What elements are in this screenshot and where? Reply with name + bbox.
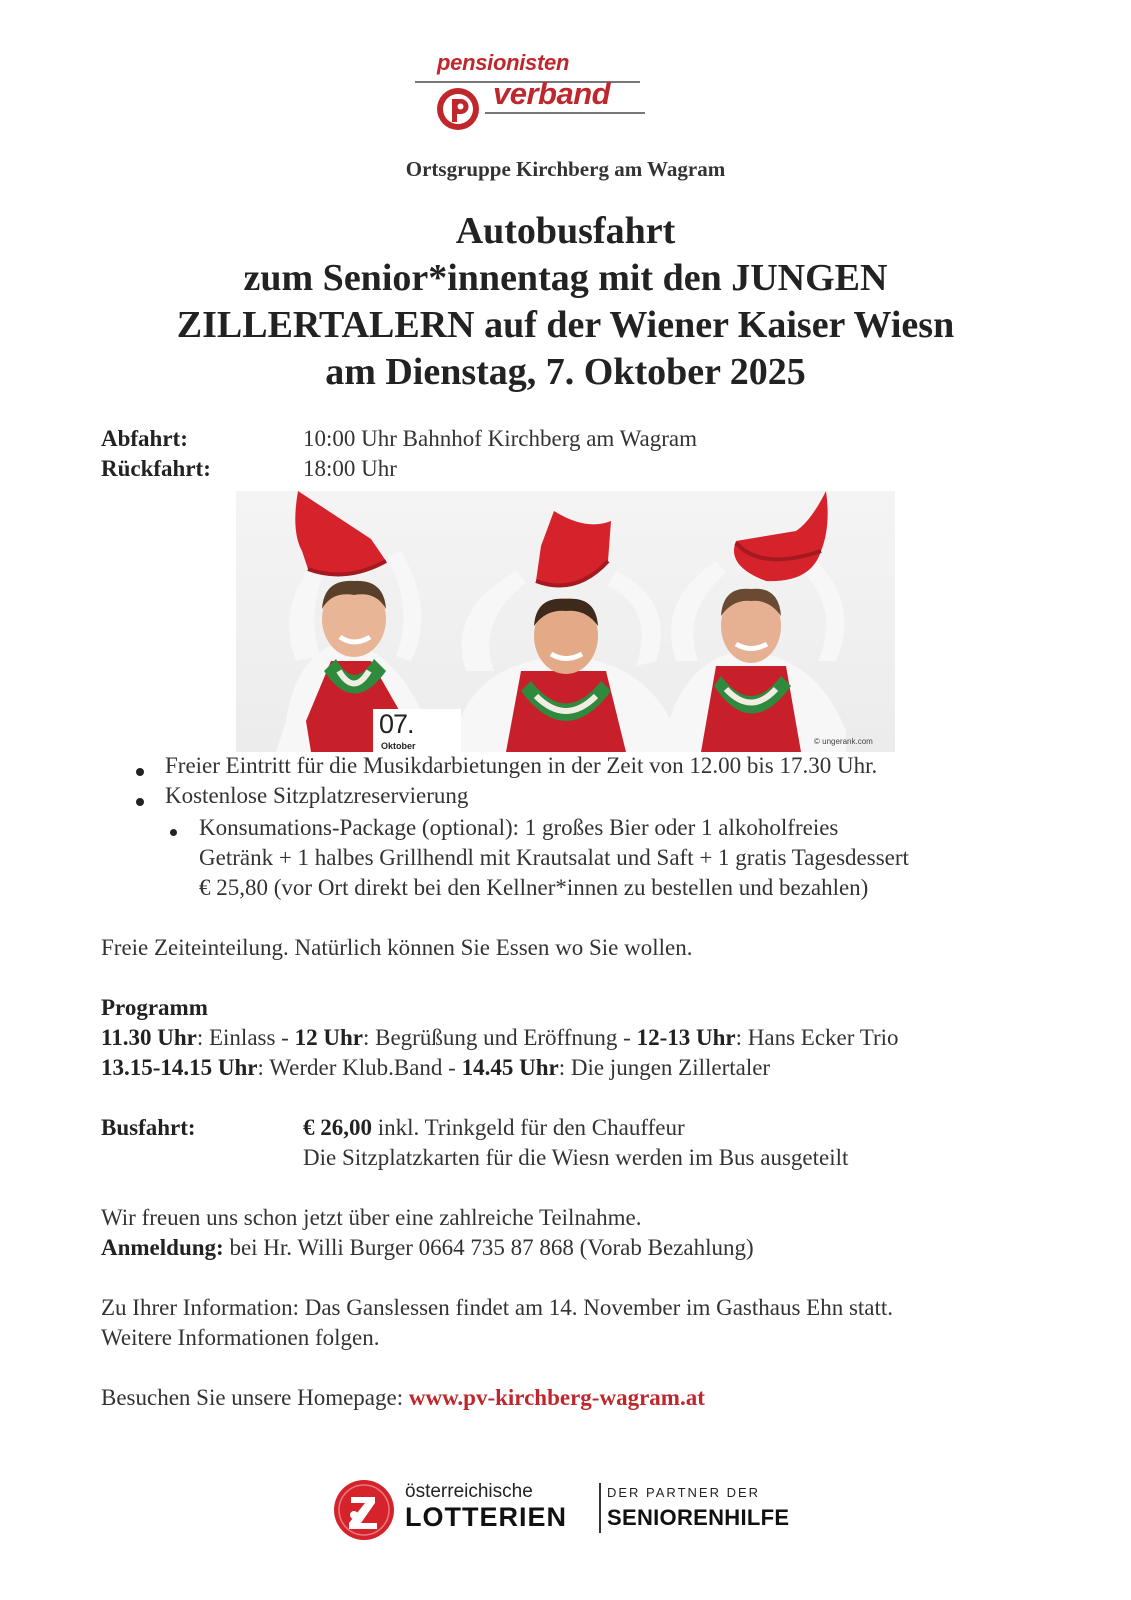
program-time: 14.45 Uhr <box>461 1055 559 1080</box>
logo-underline <box>485 112 645 114</box>
partner-text: DER PARTNER DER <box>607 1485 761 1500</box>
photo-credit: © ungerank.com <box>814 737 873 746</box>
program-line-1 <box>101 1025 899 1051</box>
bullet-dot <box>136 798 144 806</box>
program-event: : Werder Klub.Band - <box>257 1055 462 1080</box>
p-emblem-icon <box>435 86 481 132</box>
local-group-name: Ortsgruppe Kirchberg am Wagram <box>405 157 726 181</box>
title-line-3: ZILLERTALERN auf der Wiener Kaiser Wiesn <box>176 304 955 346</box>
program-heading: Programm <box>101 995 208 1020</box>
program-time: 11.30 Uhr <box>101 1025 197 1050</box>
bullet-dot <box>136 768 144 776</box>
package-line-2: Getränk + 1 halbes Grillhendl mit Krautsalat und Saft + 1 gratis Tagesdessert <box>199 845 909 870</box>
program-line-2 <box>101 1055 770 1081</box>
program-event: : Einlass - <box>196 1025 295 1050</box>
free-time-note: Freie Zeiteinteilung. Natürlich können Sie Essen wo Sie wollen. <box>101 935 693 960</box>
bus-seat-note: Die Sitzplatzkarten für die Wiesn werden im Bus ausgeteilt <box>303 1145 849 1170</box>
bus-label: Busfahrt: <box>101 1115 196 1140</box>
performer-middle <box>451 511 676 752</box>
bullet-seat-reservation: Kostenlose Sitzplatzreservierung <box>165 783 469 808</box>
info-line-1: Zu Ihrer Information: Das Ganslessen findet am 14. November im Gasthaus Ehn statt. <box>101 1295 894 1320</box>
lotterien-logo <box>333 1475 803 1545</box>
homepage-link[interactable]: www.pv-kirchberg-wagram.at <box>408 1385 705 1410</box>
date-badge-month: Oktober <box>381 741 416 751</box>
program-time: 13.15-14.15 Uhr <box>101 1055 258 1080</box>
program-event: : Hans Ecker Trio <box>735 1025 899 1050</box>
departure-label: Abfahrt: <box>101 426 188 451</box>
registration-label: Anmeldung: <box>101 1235 224 1260</box>
bus-price: € 26,00 <box>303 1115 372 1140</box>
lotterien-emblem-icon <box>333 1479 395 1541</box>
band-photo <box>236 491 895 752</box>
performer-right <box>661 491 846 752</box>
package-line-1: Konsumations-Package (optional): 1 großes Bier oder 1 alkoholfreies <box>199 815 839 840</box>
footer-divider <box>599 1483 601 1533</box>
title-line-2: zum Senior*innentag mit den JUNGEN <box>243 257 888 299</box>
program-event: : Die jungen Zillertaler <box>558 1055 771 1080</box>
band-illustration <box>236 491 895 752</box>
info-line-2: Weitere Informationen folgen. <box>101 1325 380 1350</box>
program-time: 12-13 Uhr <box>636 1025 736 1050</box>
homepage-line <box>101 1385 705 1411</box>
date-badge-day: 07. <box>379 709 414 739</box>
bus-price-line <box>303 1115 685 1141</box>
pensionistenverband-logo <box>415 50 650 140</box>
bus-price-note: inkl. Trinkgeld für den Chauffeur <box>372 1115 685 1140</box>
lotterien-big-text: LOTTERIEN <box>405 1502 567 1532</box>
package-line-3: € 25,80 (vor Ort direkt bei den Kellner*innen zu bestellen und bezahlen) <box>199 875 869 900</box>
lotterien-small-text: österreichische <box>405 1481 533 1502</box>
registration-line <box>101 1235 754 1261</box>
date-badge <box>373 709 461 752</box>
logo-text-top: pensionisten <box>437 50 570 75</box>
program-event: : Begrüßung und Eröffnung - <box>362 1025 637 1050</box>
registration-contact: bei Hr. Willi Burger 0664 735 87 868 (Vorab Bezahlung) <box>223 1235 754 1260</box>
title-line-4: am Dienstag, 7. Oktober 2025 <box>325 351 806 393</box>
homepage-prefix: Besuchen Sie unsere Homepage: <box>101 1385 409 1410</box>
bullet-free-entry: Freier Eintritt für die Musikdarbietungen in der Zeit von 12.00 bis 17.30 Uhr. <box>165 753 878 778</box>
welcome-note: Wir freuen uns schon jetzt über eine zahlreiche Teilnahme. <box>101 1205 642 1230</box>
title-line-1: Autobusfahrt <box>455 210 676 252</box>
bullet-dot <box>170 829 177 836</box>
seniorenhilfe-text: SENIORENHILFE <box>607 1505 790 1530</box>
program-time: 12 Uhr <box>294 1025 363 1050</box>
return-value: 18:00 Uhr <box>303 456 397 481</box>
return-label: Rückfahrt: <box>101 456 211 481</box>
departure-value: 10:00 Uhr Bahnhof Kirchberg am Wagram <box>303 426 697 451</box>
logo-text-bottom: verband <box>493 76 611 111</box>
